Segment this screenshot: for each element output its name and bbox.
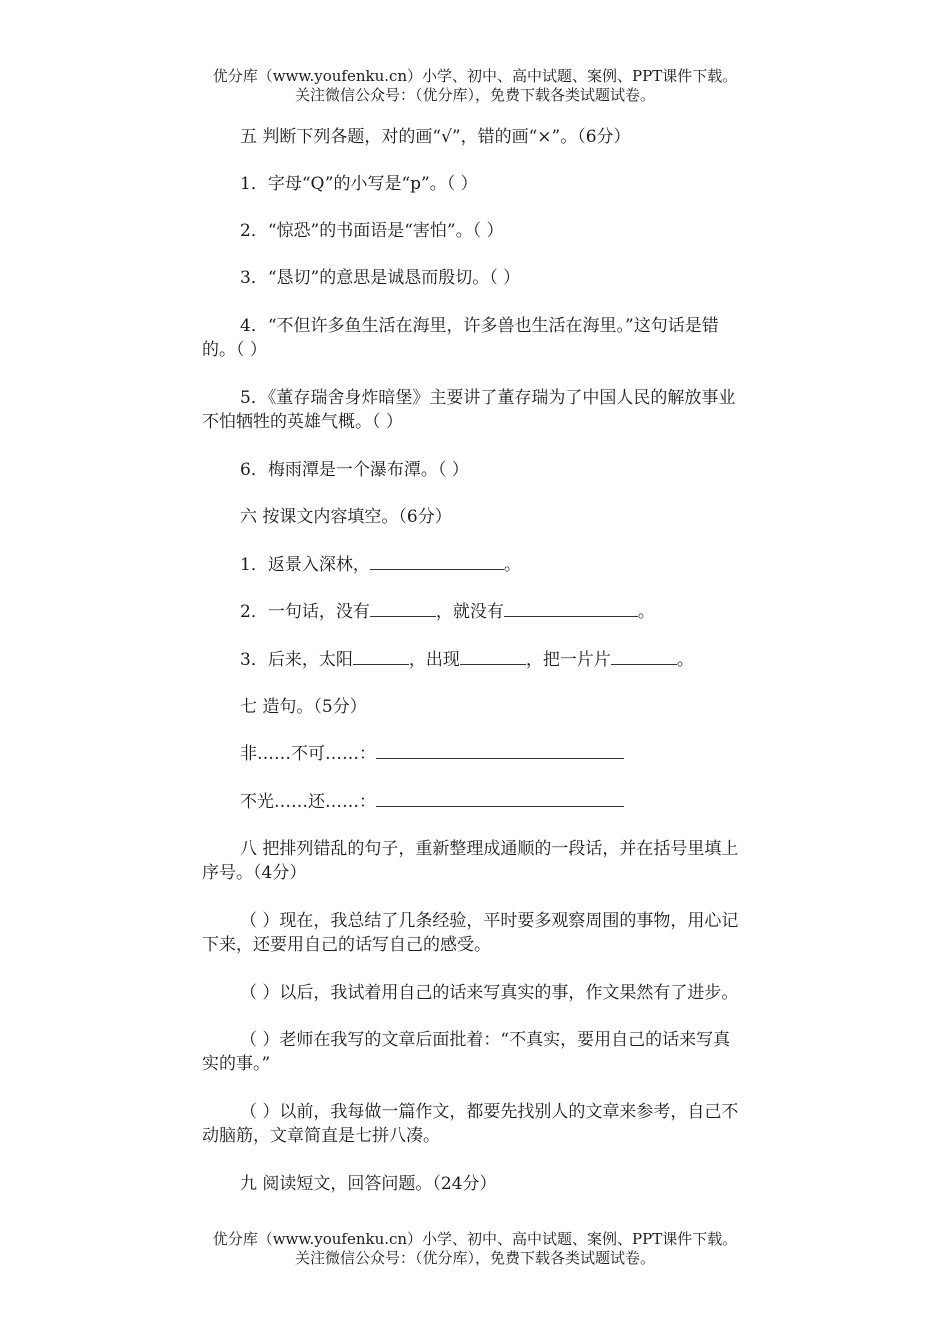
fill-blank[interactable] — [460, 648, 526, 665]
s6-q3-text-c: ，把一片片 — [525, 650, 611, 670]
header-line-2: 关注微信公众号：（优分库），免费下载各类试题试卷。 — [294, 86, 655, 104]
s6-q1-end: 。 — [503, 555, 521, 575]
s6-q1-text: 1．返景入深林， — [240, 555, 370, 575]
s7-s1-prompt: 非……不可……： — [240, 744, 376, 764]
section-8-title-line-1: 八 把排列错乱的句子，重新整理成通顺的一段话，并在括号里填上 — [240, 839, 739, 859]
s8-item-1-line-1: （ ）现在，我总结了几条经验，平时要多观察周围的事物，用心记 — [240, 911, 739, 931]
footer-line-2: 关注微信公众号：（优分库），免费下载各类试题试卷。 — [294, 1249, 655, 1267]
fill-blank[interactable] — [504, 600, 638, 617]
section-7-title: 七 造句。（5分） — [240, 697, 367, 717]
answer-line[interactable] — [376, 790, 624, 807]
s5-question-5-line-2: 不怕牺牲的英雄气概。（ ） — [202, 412, 403, 432]
s6-question-3 — [240, 648, 694, 672]
s8-item-2: （ ）以后，我试着用自己的话来写真实的事，作文果然有了进步。 — [240, 983, 739, 1003]
fill-blank[interactable] — [370, 553, 504, 570]
s8-item-3-line-1: （ ）老师在我写的文章后面批着：“不真实，要用自己的话来写真 — [240, 1030, 731, 1050]
footer-line-1: 优分库（www.youfenku.cn）小学、初中、高中试题、案例、PPT课件下载。 — [212, 1230, 738, 1248]
s8-item-3-line-2: 实的事。” — [202, 1054, 271, 1074]
page-footer — [0, 1230, 950, 1268]
s8-item-1-line-2: 下来，还要用自己的话写自己的感受。 — [202, 935, 491, 955]
s8-item-4-line-1: （ ）以前，我每做一篇作文，都要先找别人的文章来参考，自己不 — [240, 1102, 739, 1122]
section-6-title: 六 按课文内容填空。（6分） — [240, 507, 452, 527]
s8-item-4-line-2: 动脑筋，文章简直是七拼八凑。 — [202, 1126, 440, 1146]
s6-q2-end: 。 — [637, 602, 655, 622]
s7-sentence-1 — [240, 742, 624, 766]
s5-question-1: 1．字母“Q”的小写是“p”。（ ） — [240, 174, 478, 194]
s5-question-6: 6．梅雨潭是一个瀑布潭。（ ） — [240, 460, 469, 480]
fill-blank[interactable] — [370, 600, 436, 617]
s7-sentence-2 — [240, 790, 624, 814]
s6-q3-text-a: 3．后来，太阳 — [240, 650, 353, 670]
section-9-title: 九 阅读短文，回答问题。（24分） — [240, 1174, 497, 1194]
s6-q2-text-a: 2．一句话，没有 — [240, 602, 370, 622]
section-8-title-line-2: 序号。（4分） — [202, 863, 307, 883]
s5-question-2: 2．“惊恐”的书面语是“害怕”。（ ） — [240, 221, 504, 241]
s6-q2-text-b: ，就没有 — [435, 602, 504, 622]
s5-question-5-line-1: 5．《董存瑞舍身炸暗堡》主要讲了董存瑞为了中国人民的解放事业 — [240, 388, 736, 408]
fill-blank[interactable] — [611, 648, 677, 665]
header-line-1: 优分库（www.youfenku.cn）小学、初中、高中试题、案例、PPT课件下载。 — [212, 67, 738, 85]
s7-s2-prompt: 不光……还……： — [240, 792, 376, 812]
s6-q3-text-b: ，出现 — [408, 650, 460, 670]
page-header — [0, 67, 950, 105]
s6-question-1 — [240, 553, 521, 577]
answer-line[interactable] — [376, 742, 624, 759]
section-5-title: 五 判断下列各题，对的画“√”，错的画“×”。（6分） — [240, 127, 631, 147]
s5-question-4-line-2: 的。（ ） — [202, 340, 267, 360]
fill-blank[interactable] — [353, 648, 409, 665]
s5-question-4-line-1: 4．“不但许多鱼生活在海里，许多兽也生活在海里。”这句话是错 — [240, 316, 719, 336]
s5-question-3: 3．“恳切”的意思是诚恳而殷切。（ ） — [240, 268, 521, 288]
s6-question-2 — [240, 600, 655, 624]
s6-q3-end: 。 — [676, 650, 694, 670]
